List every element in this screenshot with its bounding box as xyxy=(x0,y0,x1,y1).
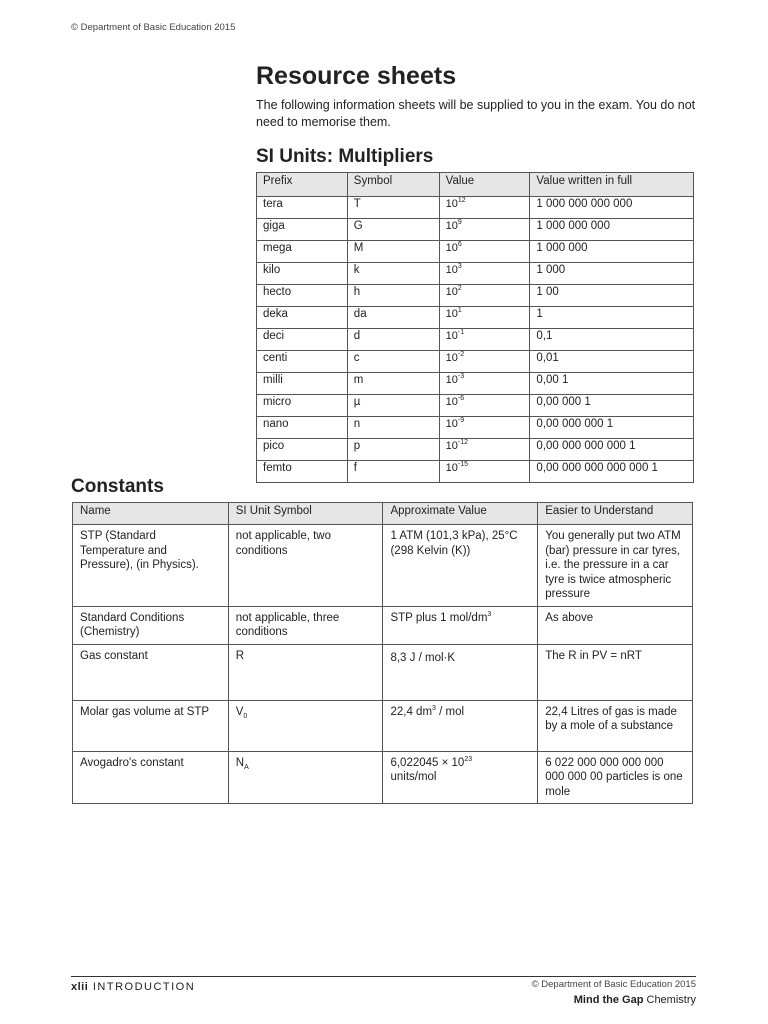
table-row xyxy=(257,395,694,417)
prefix-cell: centi xyxy=(257,351,348,373)
value-base: 10 xyxy=(445,198,458,210)
symbol-text: V xyxy=(235,705,244,718)
constant-name: Standard Conditions (Chemistry) xyxy=(73,606,229,644)
table-row xyxy=(257,417,694,439)
table-row xyxy=(73,700,693,751)
constant-symbol xyxy=(228,700,383,751)
table-row xyxy=(257,351,694,373)
value-cell xyxy=(439,351,530,373)
value-base: 10 xyxy=(445,418,458,430)
symbol-cell: m xyxy=(347,373,439,395)
column-header: Value xyxy=(439,173,530,197)
symbol-cell: da xyxy=(347,307,439,329)
full-value-cell: 1 00 xyxy=(530,285,694,307)
table-row xyxy=(257,373,694,395)
value-cell xyxy=(439,439,530,461)
full-value-cell: 0,00 1 xyxy=(530,373,694,395)
value-exponent: 23 xyxy=(464,755,473,763)
constant-explanation: 6 022 000 000 000 000 000 000 00 particles is one mole xyxy=(538,751,693,804)
value-cell xyxy=(439,197,530,219)
value-exponent: 6 xyxy=(457,241,462,248)
constant-value: 1 ATM (101,3 kPa), 25°C (298 Kelvin (K)) xyxy=(383,525,538,607)
value-text: 22,4 dm xyxy=(390,705,433,718)
si-units-title: SI Units: Multipliers xyxy=(256,146,434,167)
prefix-cell: mega xyxy=(257,241,348,263)
prefix-cell: giga xyxy=(257,219,348,241)
full-value-cell: 1 000 000 xyxy=(530,241,694,263)
table-header-row xyxy=(73,503,693,525)
constant-value xyxy=(383,700,538,751)
full-value-cell: 0,1 xyxy=(530,329,694,351)
value-base: 10 xyxy=(445,286,458,298)
symbol-cell: c xyxy=(347,351,439,373)
value-exponent: -3 xyxy=(457,373,465,380)
constant-explanation: As above xyxy=(538,606,693,644)
table-row xyxy=(73,525,693,607)
symbol-cell: k xyxy=(347,263,439,285)
value-text: STP plus 1 mol/dm xyxy=(390,611,488,624)
value-cell xyxy=(439,285,530,307)
symbol-cell: p xyxy=(347,439,439,461)
table-row xyxy=(257,285,694,307)
value-exponent: 3 xyxy=(487,610,492,618)
value-exponent: 9 xyxy=(457,219,462,226)
prefix-cell: tera xyxy=(257,197,348,219)
symbol-subscript: A xyxy=(244,763,249,771)
series-name: Mind the Gap xyxy=(573,994,644,1006)
column-header: Name xyxy=(73,503,229,525)
value-exponent: 1 xyxy=(457,307,462,314)
table-row xyxy=(257,461,694,483)
symbol-cell: f xyxy=(347,461,439,483)
header-copyright: © Department of Basic Education 2015 xyxy=(71,22,236,33)
constant-symbol: not applicable, three conditions xyxy=(228,606,383,644)
constant-value: 8,3 J / mol·K xyxy=(383,644,538,700)
value-base: 10 xyxy=(445,330,458,342)
column-header: Symbol xyxy=(347,173,439,197)
value-cell xyxy=(439,461,530,483)
constant-name: Avogadro's constant xyxy=(73,751,229,804)
prefix-cell: micro xyxy=(257,395,348,417)
value-base: 10 xyxy=(445,462,458,474)
value-exponent: 3 xyxy=(432,704,436,712)
constant-name: Molar gas volume at STP xyxy=(73,700,229,751)
constant-symbol: R xyxy=(228,644,383,700)
page-number: xlii xyxy=(71,981,89,993)
value-cell xyxy=(439,417,530,439)
value-cell xyxy=(439,263,530,285)
value-exponent: 12 xyxy=(457,197,466,204)
table-row xyxy=(257,439,694,461)
symbol-cell: T xyxy=(347,197,439,219)
symbol-subscript: 0 xyxy=(243,712,248,720)
value-base: 10 xyxy=(445,264,458,276)
prefix-cell: pico xyxy=(257,439,348,461)
column-header: Value written in full xyxy=(530,173,694,197)
table-header-row xyxy=(257,173,694,197)
value-base: 10 xyxy=(445,396,458,408)
value-base: 10 xyxy=(445,352,458,364)
symbol-cell: n xyxy=(347,417,439,439)
symbol-cell: h xyxy=(347,285,439,307)
full-value-cell: 0,00 000 000 000 1 xyxy=(530,439,694,461)
full-value-cell: 0,01 xyxy=(530,351,694,373)
table-row xyxy=(257,241,694,263)
value-cell xyxy=(439,241,530,263)
value-cell xyxy=(439,307,530,329)
constant-value xyxy=(383,606,538,644)
value-base: 10 xyxy=(445,242,458,254)
si-table-body xyxy=(257,197,694,483)
column-header: Approximate Value xyxy=(383,503,538,525)
constant-explanation: 22,4 Litres of gas is made by a mole of a substance xyxy=(538,700,693,751)
value-base: 10 xyxy=(445,440,458,452)
value-base: 10 xyxy=(445,308,458,320)
value-exponent: -12 xyxy=(457,439,468,446)
section-name: INTRODUCTION xyxy=(92,981,196,993)
full-value-cell: 1 000 000 000 xyxy=(530,219,694,241)
value-base: 10 xyxy=(445,220,458,232)
value-text: 6,022045 × 10 xyxy=(390,756,465,769)
prefix-cell: nano xyxy=(257,417,348,439)
prefix-cell: deka xyxy=(257,307,348,329)
prefix-cell: deci xyxy=(257,329,348,351)
constant-symbol: not applicable, two conditions xyxy=(228,525,383,607)
symbol-text: N xyxy=(235,756,245,769)
constants-title: Constants xyxy=(71,476,164,497)
series-subject: Chemistry xyxy=(643,994,696,1006)
table-row xyxy=(257,329,694,351)
constant-name: Gas constant xyxy=(73,644,229,700)
value-exponent: -9 xyxy=(457,417,465,424)
full-value-cell: 0,00 000 1 xyxy=(530,395,694,417)
full-value-cell: 0,00 000 000 1 xyxy=(530,417,694,439)
constant-explanation: The R in PV = nRT xyxy=(538,644,693,700)
full-value-cell: 1 xyxy=(530,307,694,329)
value-base: 10 xyxy=(445,374,458,386)
symbol-cell: d xyxy=(347,329,439,351)
column-header: Prefix xyxy=(257,173,348,197)
table-row xyxy=(257,197,694,219)
full-value-cell: 0,00 000 000 000 000 1 xyxy=(530,461,694,483)
value-exponent: -1 xyxy=(457,329,465,336)
constant-name: STP (Standard Temperature and Pressure), (in Physics). xyxy=(73,525,229,607)
constant-symbol xyxy=(228,751,383,804)
value-cell xyxy=(439,219,530,241)
value-cell xyxy=(439,373,530,395)
full-value-cell: 1 000 xyxy=(530,263,694,285)
si-multipliers-table xyxy=(256,172,694,483)
value-exponent: -2 xyxy=(457,351,465,358)
footer-copyright: © Department of Basic Education 2015 xyxy=(531,979,696,990)
prefix-cell: femto xyxy=(257,461,348,483)
table-row xyxy=(257,307,694,329)
full-value-cell: 1 000 000 000 000 xyxy=(530,197,694,219)
value-exponent: 3 xyxy=(457,263,462,270)
table-row xyxy=(73,644,693,700)
constant-value xyxy=(383,751,538,804)
page-title: Resource sheets xyxy=(256,62,457,90)
column-header: Easier to Understand xyxy=(538,503,693,525)
value-unit: / mol xyxy=(435,705,465,718)
value-exponent: 2 xyxy=(457,285,462,292)
prefix-cell: hecto xyxy=(257,285,348,307)
value-cell xyxy=(439,329,530,351)
constant-explanation: You generally put two ATM (bar) pressure in car tyres, i.e. the pressure in a car tyre is twice atmospheric pressure xyxy=(538,525,693,607)
table-row xyxy=(73,751,693,804)
symbol-cell: G xyxy=(347,219,439,241)
table-row xyxy=(257,263,694,285)
constants-table xyxy=(72,502,693,804)
symbol-cell: M xyxy=(347,241,439,263)
footer-page-label xyxy=(71,981,195,993)
footer-divider xyxy=(71,976,696,977)
column-header: SI Unit Symbol xyxy=(228,503,383,525)
value-unit: units/mol xyxy=(390,771,437,783)
intro-text: The following information sheets will be supplied to you in the exam. You do not need to memorise them. xyxy=(256,98,696,129)
symbol-cell: µ xyxy=(347,395,439,417)
table-row xyxy=(73,606,693,644)
footer-series-title xyxy=(574,994,696,1006)
prefix-cell: kilo xyxy=(257,263,348,285)
table-row xyxy=(257,219,694,241)
value-exponent: -15 xyxy=(457,461,468,468)
value-exponent: -6 xyxy=(457,395,465,402)
value-cell xyxy=(439,395,530,417)
prefix-cell: milli xyxy=(257,373,348,395)
